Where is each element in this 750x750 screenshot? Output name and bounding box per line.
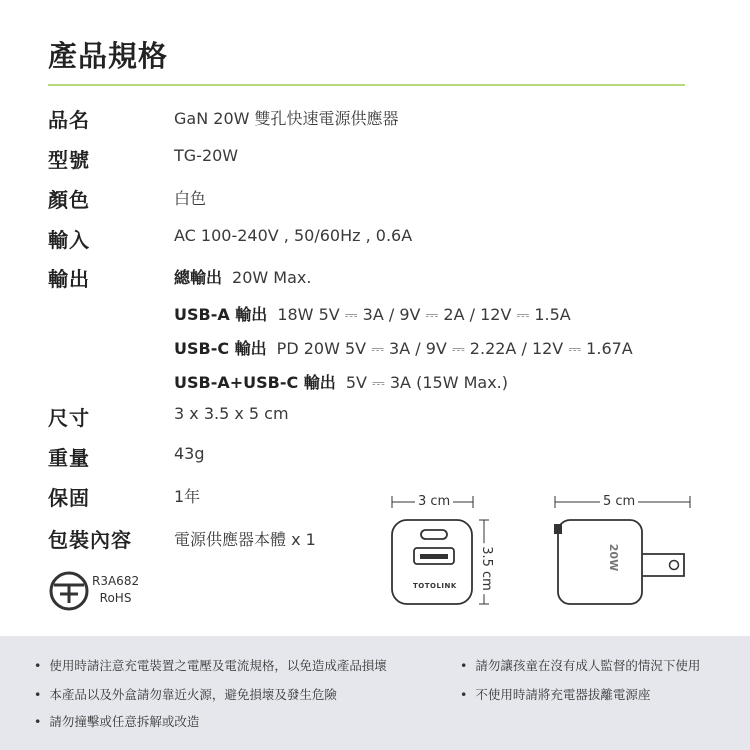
- note-text: 不使用時請將充電器拔離電源座: [475, 687, 651, 702]
- note-text: 請勿讓孩童在沒有成人監督的情況下使用: [475, 658, 701, 673]
- output-row-usb-c: [174, 336, 633, 359]
- spec-label-contents: 包裝內容: [48, 528, 132, 552]
- output-row-value: PD 20W 5V ⎓ 3A / 9V ⎓ 2.22A / 12V ⎓ 1.67A: [276, 339, 633, 358]
- brand-logo: TOTOLINK: [413, 582, 457, 590]
- certification-code: R3A682: [92, 574, 140, 588]
- certification-text: [92, 573, 139, 607]
- spec-value-name: GaN 20W 雙孔快速電源供應器: [174, 109, 399, 128]
- page-title: 產品規格: [48, 39, 169, 73]
- side-wattage-mark: 20W: [607, 543, 621, 572]
- spec-label-size: 尺寸: [48, 406, 90, 430]
- spec-label-name: 品名: [48, 108, 90, 132]
- output-row-usb-a: [174, 302, 571, 325]
- note-item: • 不使用時請將充電器拔離電源座: [460, 687, 651, 702]
- output-row-value: 5V ⎓ 3A (15W Max.): [345, 373, 509, 392]
- note-text: 本產品以及外盒請勿靠近火源，避免損壞及發生危險: [49, 687, 337, 702]
- spec-label-output: 輸出: [48, 267, 90, 291]
- output-row-value: 18W 5V ⎓ 3A / 9V ⎓ 2A / 12V ⎓ 1.5A: [277, 305, 571, 324]
- note-item: • 使用時請注意充電裝置之電壓及電流規格，以免造成產品損壞: [34, 658, 387, 673]
- note-item: • 請勿撞擊或任意拆解或改造: [34, 714, 200, 729]
- spec-value-color: 白色: [174, 189, 207, 208]
- spec-value-weight: 43g: [174, 444, 205, 463]
- spec-value-model: TG-20W: [174, 146, 239, 165]
- note-text: 請勿撞擊或任意拆解或改造: [49, 714, 200, 729]
- rohs-label: RoHS: [99, 591, 132, 605]
- spec-label-model: 型號: [48, 148, 90, 172]
- bsmi-certification-icon: [48, 570, 90, 612]
- spec-label-color: 顏色: [48, 188, 90, 212]
- output-row-name: 總輸出: [174, 268, 223, 287]
- output-row-total: [174, 265, 311, 288]
- note-item: • 請勿讓孩童在沒有成人監督的情況下使用: [460, 658, 701, 673]
- output-row-name: USB-C 輸出: [174, 339, 267, 358]
- spec-value-input: AC 100-240V , 50/60Hz , 0.6A: [174, 226, 413, 245]
- output-row-value: 20W Max.: [232, 268, 312, 287]
- front-width-label: 3 cm: [415, 494, 453, 509]
- output-row-name: USB-A 輸出: [174, 305, 268, 324]
- note-item: • 本產品以及外盒請勿靠近火源，避免損壞及發生危險: [34, 687, 337, 702]
- spec-value-contents: 電源供應器本體 x 1: [174, 530, 316, 549]
- height-label: 3.5 cm: [479, 543, 494, 594]
- output-row-combined: [174, 370, 508, 393]
- note-text: 使用時請注意充電裝置之電壓及電流規格，以免造成產品損壞: [49, 658, 387, 673]
- output-row-name: USB-A+USB-C 輸出: [174, 373, 336, 392]
- spec-value-warranty: 1年: [174, 487, 201, 506]
- side-width-label: 5 cm: [600, 494, 638, 509]
- spec-value-size: 3 x 3.5 x 5 cm: [174, 404, 289, 423]
- title-underline: [48, 84, 685, 86]
- spec-label-weight: 重量: [48, 446, 90, 470]
- spec-label-warranty: 保固: [48, 486, 90, 510]
- spec-label-input: 輸入: [48, 228, 90, 252]
